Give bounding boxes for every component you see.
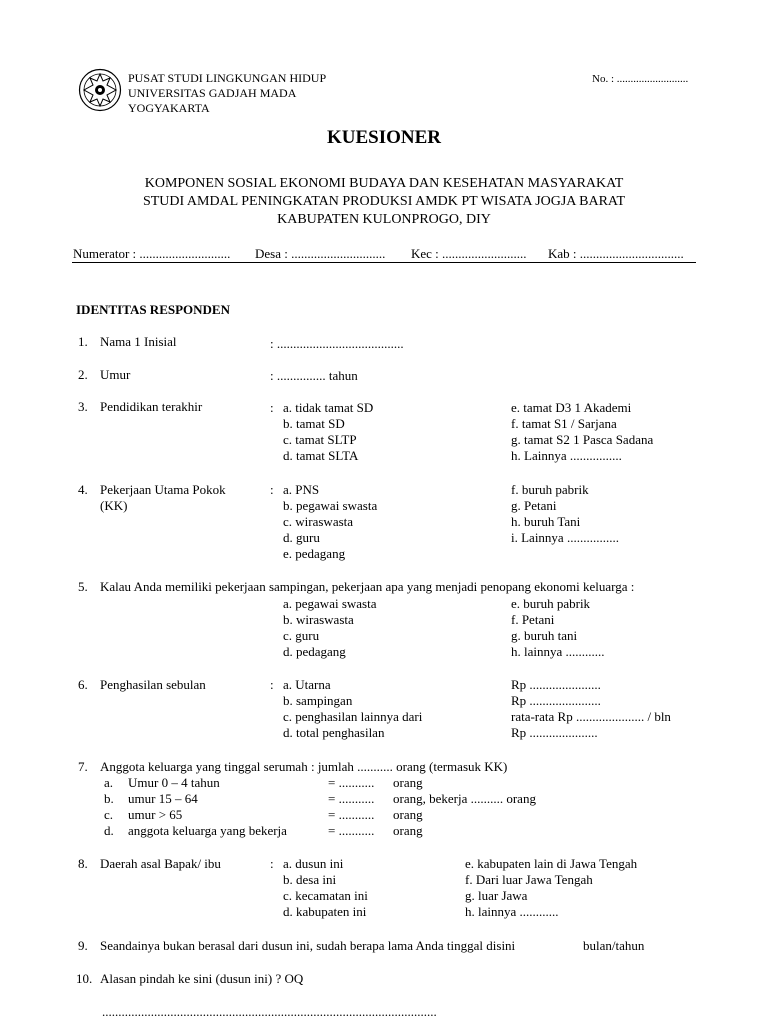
q9-unit: bulan/tahun: [583, 938, 645, 953]
subtitle-line-1: KOMPONEN SOSIAL EKONOMI BUDAYA DAN KESEHATAN MASYARAKAT: [144, 176, 624, 191]
q5-label: Kalau Anda memiliki pekerjaan sampingan, pekerjaan apa yang menjadi penopang ekonomi keluarga :: [100, 579, 635, 594]
numerator-field: Numerator : ............................: [73, 246, 231, 261]
org-line-1: PUSAT STUDI LINGKUNGAN HIDUP: [128, 71, 327, 85]
kab-field: Kab : ................................: [548, 246, 684, 261]
income-amount: rata-rata Rp ..................... / bln: [511, 709, 671, 724]
option: g. buruh tani: [511, 628, 578, 643]
q4-number: 4.: [78, 482, 88, 497]
row-unit: orang: [393, 823, 423, 838]
option: i. Lainnya ................: [511, 530, 619, 545]
q3-label: Pendidikan terakhir: [100, 399, 203, 414]
option: f. buruh pabrik: [511, 482, 589, 497]
option: d. kabupaten ini: [283, 904, 367, 919]
income-amount: Rp ......................: [511, 693, 601, 708]
q7-number: 7.: [78, 759, 88, 774]
q2-number: 2.: [78, 367, 88, 382]
option: a. dusun ini: [283, 856, 344, 871]
option: c. kecamatan ini: [283, 888, 368, 903]
option: e. pedagang: [283, 546, 346, 561]
q8-options-left: [283, 856, 368, 920]
q7-row-texts: [128, 775, 287, 839]
option: c. tamat SLTP: [283, 432, 357, 447]
q7-row-eq: [328, 775, 374, 839]
option: e. kabupaten lain di Jawa Tengah: [465, 856, 638, 871]
income-amount: Rp ......................: [511, 677, 601, 692]
row-eq: = ...........: [328, 775, 375, 790]
row-letter: d.: [104, 823, 114, 838]
option: g. luar Jawa: [465, 888, 528, 903]
option: e. buruh pabrik: [511, 596, 591, 611]
q5-options-right: [511, 596, 605, 660]
option: h. lainnya ............: [465, 904, 559, 919]
university-seal-logo: [78, 68, 122, 112]
q7-letters: [104, 775, 114, 839]
row-text: umur > 65: [128, 807, 183, 822]
header-divider: [72, 262, 696, 263]
q6-amounts-right: [511, 677, 671, 741]
document-number: No. : ..........................: [592, 73, 689, 85]
option: f. Petani: [511, 612, 555, 627]
q8-label: Daerah asal Bapak/ ibu: [100, 856, 221, 871]
q10-label: Alasan pindah ke sini (dusun ini) ? OQ: [100, 971, 304, 986]
option: b. pegawai swasta: [283, 498, 378, 513]
q8-options-right: [465, 856, 637, 920]
q4-label: [100, 482, 226, 514]
q6-options-left: [283, 677, 422, 741]
q6-number: 6.: [78, 677, 88, 692]
option: b. tamat SD: [283, 416, 345, 431]
kec-field: Kec : ..........................: [411, 246, 527, 261]
subtitle-line-2: STUDI AMDAL PENINGKATAN PRODUKSI AMDK PT WISATA JOGJA BARAT: [142, 194, 626, 209]
q8-colon: :: [270, 856, 274, 871]
q4-options-left: [283, 482, 377, 562]
q5-options-left: [283, 596, 377, 660]
q6-colon: :: [270, 677, 274, 692]
row-text: umur 15 – 64: [128, 791, 198, 806]
page-title: KUESIONER: [326, 127, 442, 148]
option: b. wiraswasta: [283, 612, 354, 627]
income-item: b. sampingan: [283, 693, 353, 708]
option: b. desa ini: [283, 872, 337, 887]
q1-number: 1.: [78, 334, 88, 349]
row-eq: = ...........: [328, 791, 375, 806]
q9-label: Seandainya bukan berasal dari dusun ini, sudah berapa lama Anda tinggal disini: [100, 938, 516, 953]
option: a. tidak tamat SD: [283, 400, 374, 415]
q2-label: Umur: [100, 367, 131, 382]
income-item: d. total penghasilan: [283, 725, 385, 740]
q1-label: Nama 1 Inisial: [100, 334, 177, 349]
row-letter: a.: [104, 775, 114, 790]
income-amount: Rp .....................: [511, 725, 598, 740]
option: g. Petani: [511, 498, 557, 513]
q3-options-left: [283, 400, 373, 464]
option: a. PNS: [283, 482, 320, 497]
q4-colon: :: [270, 482, 274, 497]
option: d. pedagang: [283, 644, 346, 659]
row-letter: c.: [104, 807, 114, 822]
income-item: c. penghasilan lainnya dari: [283, 709, 423, 724]
q3-colon: :: [270, 400, 274, 415]
row-unit: orang: [393, 775, 423, 790]
q9-number: 9.: [78, 938, 88, 953]
q7-row-units: [393, 775, 536, 839]
income-item: a. Utarna: [283, 677, 331, 692]
q4-options-right: [511, 482, 619, 546]
row-letter: b.: [104, 791, 114, 806]
q2-answer: : ............... tahun: [270, 368, 358, 383]
option: h. Lainnya ................: [511, 448, 622, 463]
row-unit: orang, bekerja .......... orang: [393, 791, 536, 806]
desa-field: Desa : .............................: [255, 246, 386, 261]
q3-number: 3.: [78, 399, 88, 414]
option: f. Dari luar Jawa Tengah: [465, 872, 593, 887]
q1-answer: : .......................................: [270, 336, 404, 351]
q8-number: 8.: [78, 856, 88, 871]
org-line-2: UNIVERSITAS GADJAH MADA: [128, 86, 297, 100]
q10-answer-line: .......................................................................................................: [102, 1004, 437, 1019]
row-text: Umur 0 – 4 tahun: [128, 775, 220, 790]
q10-number: 10.: [76, 971, 93, 986]
option: d. guru: [283, 530, 320, 545]
option: d. tamat SLTA: [283, 448, 359, 463]
subtitle-line-3: KABUPATEN KULONPROGO, DIY: [277, 212, 491, 227]
section-title: IDENTITAS RESPONDEN: [76, 302, 230, 317]
org-line-3: YOGYAKARTA: [128, 101, 210, 115]
option: f. tamat S1 / Sarjana: [511, 416, 617, 431]
q5-number: 5.: [78, 579, 88, 594]
option: a. pegawai swasta: [283, 596, 377, 611]
option: h. lainnya ............: [511, 644, 605, 659]
row-text: anggota keluarga yang bekerja: [128, 823, 287, 838]
option: g. tamat S2 1 Pasca Sadana: [511, 432, 654, 447]
option: c. guru: [283, 628, 320, 643]
q6-label: Penghasilan sebulan: [100, 677, 206, 692]
option: h. buruh Tani: [511, 514, 581, 529]
q7-label: Anggota keluarga yang tinggal serumah : jumlah ........... orang (termasuk KK): [100, 759, 508, 774]
row-eq: = ...........: [328, 807, 375, 822]
row-unit: orang: [393, 807, 423, 822]
q3-options-right: [511, 400, 653, 464]
q4-label-line-1: Pekerjaan Utama Pokok: [100, 482, 226, 497]
option: c. wiraswasta: [283, 514, 354, 529]
row-eq: = ...........: [328, 823, 375, 838]
option: e. tamat D3 1 Akademi: [511, 400, 632, 415]
organization-name: [128, 71, 326, 116]
q4-label-line-2: (KK): [100, 498, 128, 513]
